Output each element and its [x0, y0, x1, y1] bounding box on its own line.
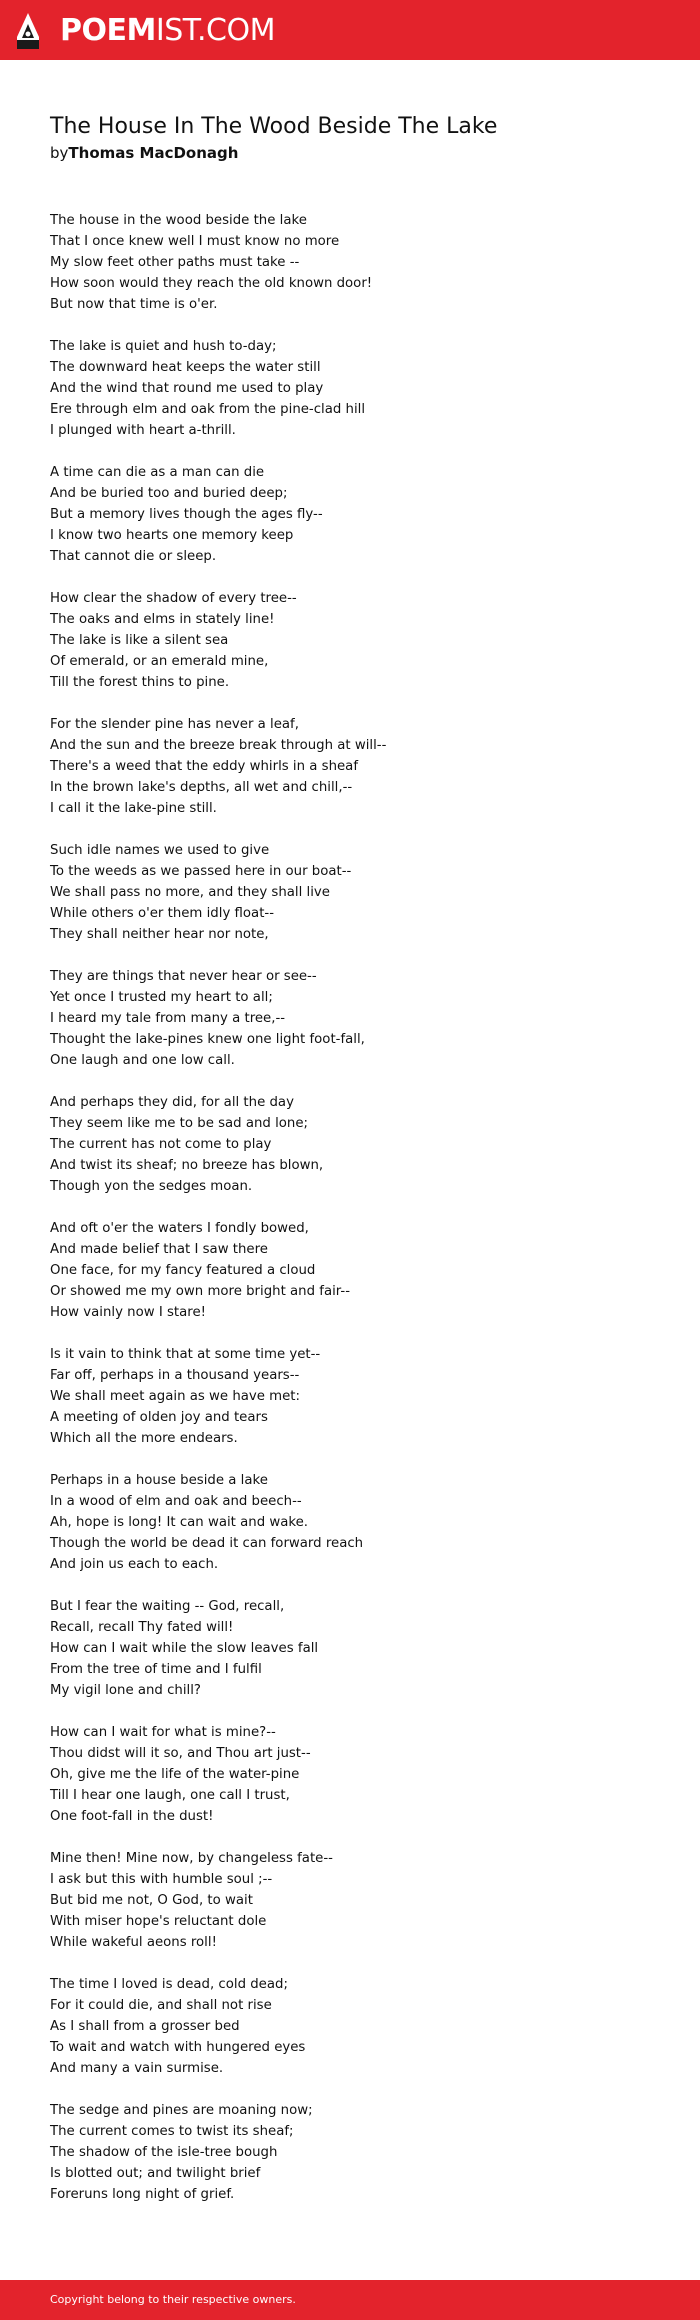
- poem-line: How vainly now I stare!: [50, 1305, 206, 1320]
- poem-line: But I fear the waiting -- God, recall,: [50, 1599, 285, 1614]
- logo-text-light: IST.COM: [155, 13, 275, 48]
- poem-line: A time can die as a man can die: [50, 465, 265, 480]
- poem-stanza: [50, 714, 670, 819]
- poem-line: Of emerald, or an emerald mine,: [50, 654, 269, 669]
- poem-line: I know two hearts one memory keep: [50, 528, 294, 543]
- poem-line: Recall, recall Thy fated will!: [50, 1620, 234, 1635]
- poem-stanza: [50, 210, 670, 315]
- byline-prefix: by: [50, 144, 69, 162]
- poem-body: [50, 210, 670, 2205]
- poem-line: Is it vain to think that at some time yet--: [50, 1347, 321, 1362]
- poem-line: I heard my tale from many a tree,--: [50, 1011, 286, 1026]
- poem-line: Till I hear one laugh, one call I trust,: [50, 1788, 290, 1803]
- poem-line: With miser hope's reluctant dole: [50, 1914, 267, 1929]
- poem-line: Yet once I trusted my heart to all;: [50, 990, 273, 1005]
- poem-stanza: [50, 1596, 670, 1701]
- poem-line: To the weeds as we passed here in our boat--: [50, 864, 352, 879]
- poem-line: I ask but this with humble soul ;--: [50, 1872, 273, 1887]
- poem-stanza: [50, 1092, 670, 1197]
- poem-stanza: [50, 1344, 670, 1449]
- poem-line: But a memory lives though the ages fly--: [50, 507, 323, 522]
- site-logo-text: [60, 12, 275, 50]
- poem-line: Which all the more endears.: [50, 1431, 238, 1446]
- poem-line: That cannot die or sleep.: [50, 549, 217, 564]
- poem-line: The sedge and pines are moaning now;: [50, 2103, 313, 2118]
- poem-line: For it could die, and shall not rise: [50, 1998, 272, 2013]
- poem-stanza: [50, 1974, 670, 2079]
- poem-line: But bid me not, O God, to wait: [50, 1893, 253, 1908]
- poem-line: They seem like me to be sad and lone;: [50, 1116, 309, 1131]
- poem-line: The downward heat keeps the water still: [50, 360, 321, 375]
- poem-line: The lake is like a silent sea: [50, 633, 229, 648]
- poem-line: Perhaps in a house beside a lake: [50, 1473, 268, 1488]
- poem-line: My vigil lone and chill?: [50, 1683, 201, 1698]
- poem-content: [50, 112, 670, 2226]
- poem-stanza: [50, 1722, 670, 1827]
- poem-line: Foreruns long night of grief.: [50, 2187, 235, 2202]
- poem-stanza: [50, 462, 670, 567]
- poem-line: Such idle names we used to give: [50, 843, 270, 858]
- poem-line: Is blotted out; and twilight brief: [50, 2166, 261, 2181]
- poem-line: Ere through elm and oak from the pine-clad hill: [50, 402, 366, 417]
- poem-line: There's a weed that the eddy whirls in a sheaf: [50, 759, 359, 774]
- poem-author: Thomas MacDonagh: [68, 144, 239, 162]
- poem-line: Far off, perhaps in a thousand years--: [50, 1368, 300, 1383]
- poem-line: One foot-fall in the dust!: [50, 1809, 214, 1824]
- poem-line: Though the world be dead it can forward reach: [50, 1536, 364, 1551]
- poem-line: From the tree of time and I fulfil: [50, 1662, 262, 1677]
- copyright-notice: Copyright belong to their respective owners.: [50, 2293, 296, 2306]
- poem-line: The lake is quiet and hush to-day;: [50, 339, 277, 354]
- poem-line: While others o'er them idly float--: [50, 906, 275, 921]
- poem-line: The time I loved is dead, cold dead;: [50, 1977, 288, 1992]
- poem-line: How can I wait while the slow leaves fall: [50, 1641, 319, 1656]
- poem-line: The current has not come to play: [50, 1137, 272, 1152]
- poem-line: That I once knew well I must know no more: [50, 234, 340, 249]
- poem-line: And be buried too and buried deep;: [50, 486, 288, 501]
- poem-line: How soon would they reach the old known door!: [50, 276, 373, 291]
- poem-line: How clear the shadow of every tree--: [50, 591, 297, 606]
- poem-line: To wait and watch with hungered eyes: [50, 2040, 306, 2055]
- poem-line: Ah, hope is long! It can wait and wake.: [50, 1515, 309, 1530]
- logo-text-strong: POEM: [60, 13, 156, 48]
- poem-line: They are things that never hear or see--: [50, 969, 317, 984]
- poem-line: One laugh and one low call.: [50, 1053, 235, 1068]
- poem-line: But now that time is o'er.: [50, 297, 218, 312]
- poem-stanza: [50, 1848, 670, 1953]
- poem-line: We shall meet again as we have met:: [50, 1389, 300, 1404]
- poem-line: And many a vain surmise.: [50, 2061, 224, 2076]
- poem-stanza: [50, 2100, 670, 2205]
- poem-line: The shadow of the isle-tree bough: [50, 2145, 278, 2160]
- poem-line: And the wind that round me used to play: [50, 381, 324, 396]
- poem-line: As I shall from a grosser bed: [50, 2019, 240, 2034]
- poem-line: And twist its sheaf; no breeze has blown,: [50, 1158, 324, 1173]
- poem-line: Thought the lake-pines knew one light foot-fall,: [50, 1032, 365, 1047]
- poem-line: Till the forest thins to pine.: [50, 675, 230, 690]
- site-header: [0, 0, 700, 60]
- poem-stanza: [50, 336, 670, 441]
- poem-line: Though yon the sedges moan.: [50, 1179, 253, 1194]
- poem-line: I call it the lake-pine still.: [50, 801, 217, 816]
- poem-title: The House In The Wood Beside The Lake: [50, 114, 498, 139]
- poem-line: The current comes to twist its sheaf;: [50, 2124, 294, 2139]
- poem-stanza: [50, 1218, 670, 1323]
- poem-line: For the slender pine has never a leaf,: [50, 717, 299, 732]
- poem-line: The house in the wood beside the lake: [50, 213, 307, 228]
- poem-stanza: [50, 1470, 670, 1575]
- poem-line: Oh, give me the life of the water-pine: [50, 1767, 300, 1782]
- poem-stanza: [50, 966, 670, 1071]
- site-footer: [0, 2280, 700, 2320]
- poem-line: And perhaps they did, for all the day: [50, 1095, 294, 1110]
- poem-line: And join us each to each.: [50, 1557, 219, 1572]
- poem-line: In the brown lake's depths, all wet and chill,--: [50, 780, 353, 795]
- poem-line: They shall neither hear nor note,: [50, 927, 269, 942]
- poem-line: And made belief that I saw there: [50, 1242, 268, 1257]
- poem-line: Mine then! Mine now, by changeless fate--: [50, 1851, 333, 1866]
- poem-stanza: [50, 588, 670, 693]
- poem-line: A meeting of olden joy and tears: [50, 1410, 268, 1425]
- poem-byline: [50, 142, 670, 164]
- poem-line: While wakeful aeons roll!: [50, 1935, 217, 1950]
- poem-line: The oaks and elms in stately line!: [50, 612, 275, 627]
- poem-line: And the sun and the breeze break through at will--: [50, 738, 387, 753]
- poem-line: I plunged with heart a-thrill.: [50, 423, 236, 438]
- poem-line: And oft o'er the waters I fondly bowed,: [50, 1221, 309, 1236]
- poem-line: We shall pass no more, and they shall live: [50, 885, 330, 900]
- site-logo[interactable]: [16, 12, 275, 50]
- poem-line: Or showed me my own more bright and fair--: [50, 1284, 351, 1299]
- poem-stanza: [50, 840, 670, 945]
- poem-line: How can I wait for what is mine?--: [50, 1725, 276, 1740]
- poem-line: One face, for my fancy featured a cloud: [50, 1263, 316, 1278]
- poem-line: Thou didst will it so, and Thou art just--: [50, 1746, 311, 1761]
- poem-line: My slow feet other paths must take --: [50, 255, 300, 270]
- poem-line: In a wood of elm and oak and beech--: [50, 1494, 302, 1509]
- pen-nib-icon: [16, 12, 40, 50]
